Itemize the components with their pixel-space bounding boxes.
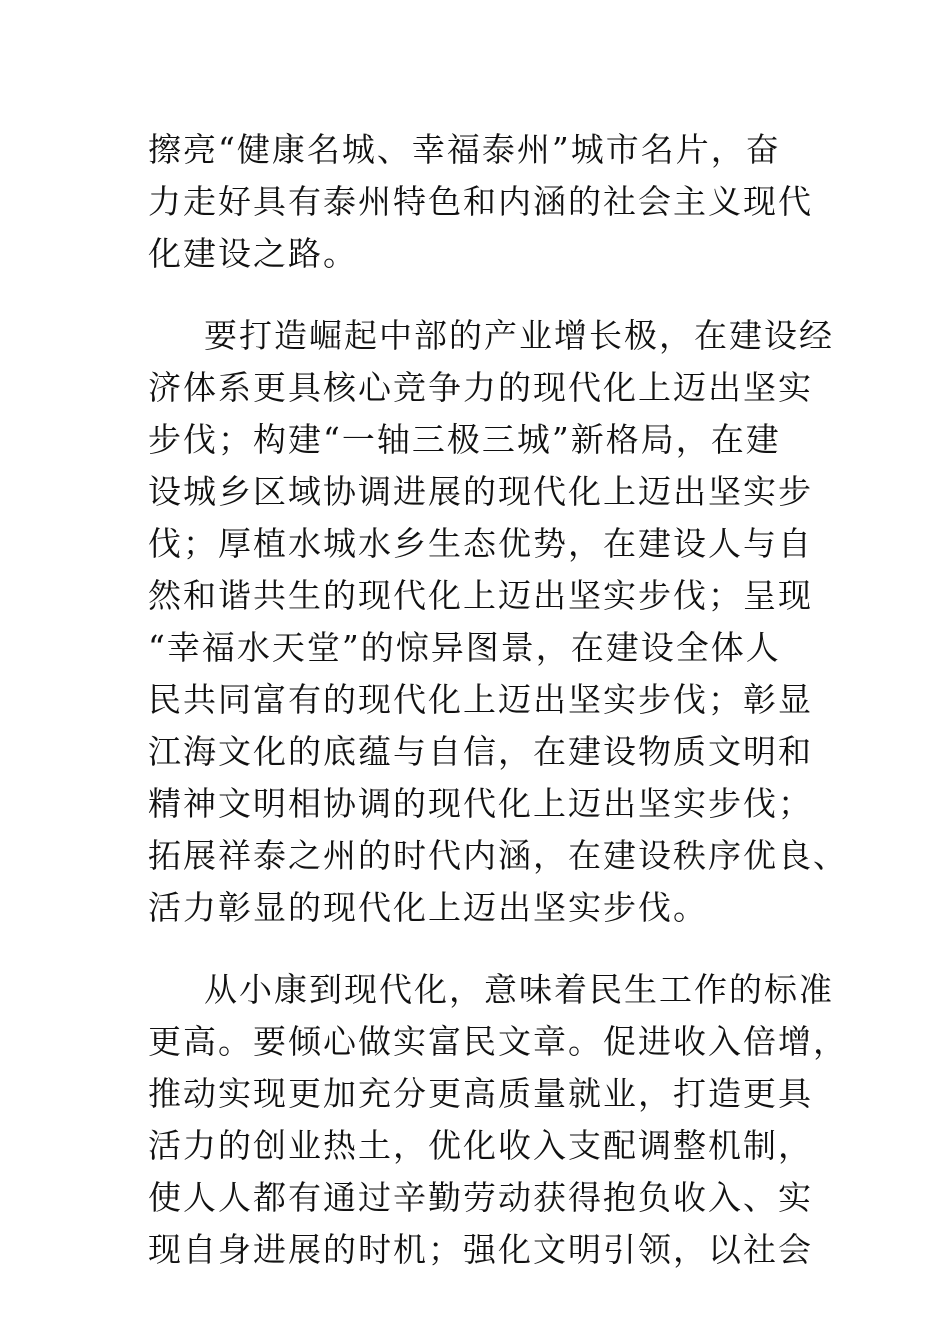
text-line: 从小康到现代化，意味着民生工作的标准 bbox=[204, 970, 834, 1009]
text-line: “幸福水天堂”的惊异图景，在建设全体人 bbox=[148, 628, 781, 667]
text-line: 化建设之路。 bbox=[148, 234, 358, 273]
paragraph-spacer bbox=[148, 280, 828, 310]
text-line: 民共同富有的现代化上迈出坚实步伐；彰显 bbox=[148, 680, 813, 719]
text-line: 推动实现更加充分更高质量就业，打造更具 bbox=[148, 1074, 813, 1113]
text-line: 江海文化的底蕴与自信，在建设物质文明和 bbox=[148, 732, 813, 771]
text-line: 步伐；构建“一轴三极三城”新格局，在建 bbox=[148, 420, 781, 459]
text-line: 力走好具有泰州特色和内涵的社会主义现代 bbox=[148, 182, 813, 221]
text-line: 更高。要倾心做实富民文章。促进收入倍增， bbox=[148, 1022, 848, 1061]
paragraph-spacer bbox=[148, 934, 828, 964]
paragraph-1 bbox=[148, 124, 828, 280]
text-line: 使人人都有通过辛勤劳动获得抱负收入、实 bbox=[148, 1178, 813, 1217]
text-line: 然和谐共生的现代化上迈出坚实步伐；呈现 bbox=[148, 576, 813, 615]
text-line: 伐；厚植水城水乡生态优势，在建设人与自 bbox=[148, 524, 813, 563]
document-body bbox=[148, 124, 848, 1276]
text-line: 擦亮“健康名城、幸福泰州”城市名片，奋 bbox=[148, 130, 781, 169]
text-line: 现自身进展的时机；强化文明引领，以社会 bbox=[148, 1230, 813, 1269]
text-line: 济体系更具核心竞争力的现代化上迈出坚实 bbox=[148, 368, 813, 407]
text-line: 设城乡区域协调进展的现代化上迈出坚实步 bbox=[148, 472, 813, 511]
text-line: 精神文明相协调的现代化上迈出坚实步伐； bbox=[148, 784, 813, 823]
paragraph-2 bbox=[148, 310, 848, 934]
paragraph-3 bbox=[148, 964, 848, 1276]
text-line: 活力彰显的现代化上迈出坚实步伐。 bbox=[148, 888, 708, 927]
text-line: 要打造崛起中部的产业增长极，在建设经 bbox=[204, 316, 834, 355]
text-line: 拓展祥泰之州的时代内涵，在建设秩序优良、 bbox=[148, 836, 848, 875]
text-line: 活力的创业热土，优化收入支配调整机制， bbox=[148, 1126, 813, 1165]
